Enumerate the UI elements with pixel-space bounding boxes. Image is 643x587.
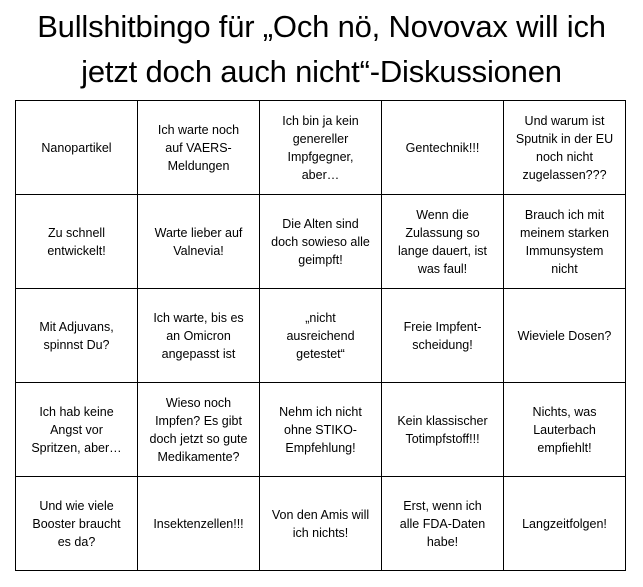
bingo-cell-r5-c3: Von den Amis will ich nichts! [260,477,382,571]
title-line-2: jetzt doch auch nicht“-Diskussionen [81,54,562,89]
bingo-cell-r2-c5: Brauch ich mit meinem starken Immunsystem nicht [504,195,626,289]
bingo-cell-r3-c5: Wieviele Dosen? [504,289,626,383]
bingo-cell-r1-c1: Nanopartikel [16,101,138,195]
bingo-cell-r4-c1: Ich hab keine Angst vor Spritzen, aber… [16,383,138,477]
bingo-cell-r4-c4: Kein klassischer Totimpfstoff!!! [382,383,504,477]
bingo-cell-r3-c3: „nicht ausreichend getestet“ [260,289,382,383]
bingo-cell-r2-c4: Wenn die Zulassung so lange dauert, ist was faul! [382,195,504,289]
bingo-cell-r2-c1: Zu schnell entwickelt! [16,195,138,289]
page-title [0,4,643,94]
bingo-cell-r2-c3: Die Alten sind doch sowieso alle geimpft! [260,195,382,289]
bingo-cell-r3-c1: Mit Adjuvans, spinnst Du? [16,289,138,383]
title-line-1: Bullshitbingo für „Och nö, Novovax will ich [37,9,606,44]
bingo-cell-r4-c2: Wieso noch Impfen? Es gibt doch jetzt so gute Medikamente? [138,383,260,477]
bingo-cell-r1-c4: Gentechnik!!! [382,101,504,195]
bingo-cell-r3-c4: Freie Impfent- scheidung! [382,289,504,383]
bingo-cell-r1-c5: Und warum ist Sputnik in der EU noch nicht zugelassen??? [504,101,626,195]
bingo-cell-r3-c2: Ich warte, bis es an Omicron angepasst ist [138,289,260,383]
bingo-cell-r1-c3: Ich bin ja kein genereller Impfgegner, aber… [260,101,382,195]
bingo-cell-r4-c3: Nehm ich nicht ohne STIKO- Empfehlung! [260,383,382,477]
bingo-cell-r5-c2: Insektenzellen!!! [138,477,260,571]
bingo-cell-r4-c5: Nichts, was Lauterbach empfiehlt! [504,383,626,477]
bingo-cell-r5-c5: Langzeitfolgen! [504,477,626,571]
bingo-cell-r2-c2: Warte lieber auf Valnevia! [138,195,260,289]
bingo-cell-r5-c4: Erst, wenn ich alle FDA-Daten habe! [382,477,504,571]
bingo-cell-r5-c1: Und wie viele Booster braucht es da? [16,477,138,571]
bingo-cell-r1-c2: Ich warte noch auf VAERS- Meldungen [138,101,260,195]
bingo-grid [15,100,626,571]
